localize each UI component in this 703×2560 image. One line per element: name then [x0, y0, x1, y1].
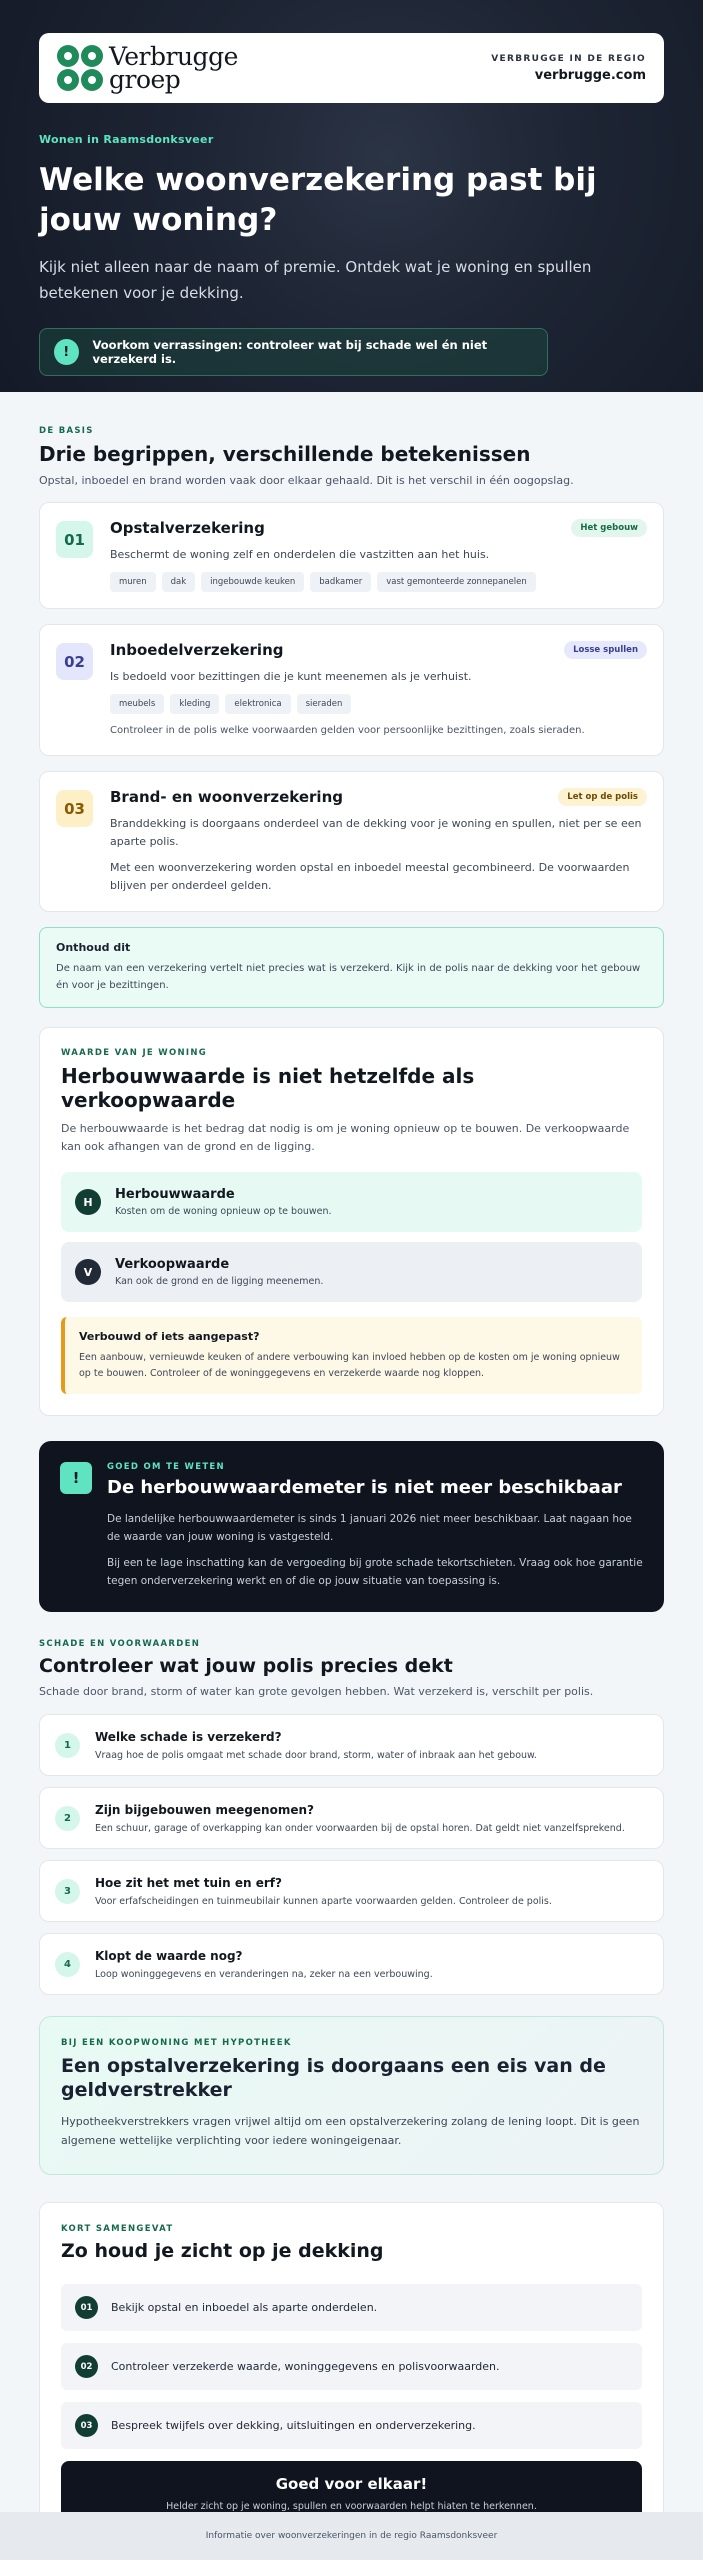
region-block: [491, 54, 646, 83]
value-title: Herbouwwaarde: [115, 1187, 235, 1202]
value-letter-icon: H: [75, 1189, 101, 1215]
footer-text: Informatie over woonverzekeringen in de regio Raamsdonksveer: [205, 2531, 498, 2541]
tag: muren: [110, 572, 156, 592]
term-title: Inboedelverzekering: [110, 641, 284, 659]
section-title: Herbouwwaarde is niet hetzelfde als verkoopwaarde: [61, 1064, 475, 1112]
term-number: 03: [56, 790, 93, 827]
value-desc: Kan ook de grond en de ligging meenemen.: [115, 1276, 324, 1287]
check-title: Welke schade is verzekerd?: [95, 1729, 282, 1744]
term-badge: Losse spullen: [564, 641, 647, 659]
tag: dak: [162, 572, 196, 592]
hero-section: [0, 0, 703, 392]
check-item: [39, 1714, 664, 1776]
summary-item: [61, 2402, 642, 2449]
summary-number: 02: [75, 2355, 98, 2378]
mortgage-panel: [39, 2016, 664, 2175]
hero-lead: Kijk niet alleen naar de naam of premie. Ontdek wat je woning en spullen betekenen voor je dekking.: [39, 258, 592, 302]
brand-logo[interactable]: [57, 42, 238, 94]
logo-name: Verbrugge: [109, 42, 238, 71]
check-title: Hoe zit het met tuin en erf?: [95, 1875, 282, 1890]
value-letter-icon: V: [75, 1259, 101, 1285]
summary-text: Bekijk opstal en inboedel als aparte onderdelen.: [111, 2301, 378, 2314]
basis-section: [0, 392, 703, 1612]
check-desc: Voor erfafscheidingen en tuinmeubilair kunnen aparte voorwaarden gelden. Controleer de polis.: [95, 1895, 552, 1907]
site-url-link[interactable]: verbrugge.com: [534, 67, 646, 83]
section-subtitle: Opstal, inboedel en brand worden vaak door elkaar gehaald. Dit is het verschil in één oogopslag.: [39, 474, 574, 487]
term-title: Brand- en woonverzekering: [110, 788, 343, 806]
panel-title: Een opstalverzekering is doorgaans een eis van de geldverstrekker: [61, 2055, 606, 2101]
hero-alert-text: Voorkom verrassingen: controleer wat bij schade wel én niet verzekerd is.: [92, 338, 488, 366]
term-description: Branddekking is doorgaans onderdeel van de dekking voor je woning en spullen, niet per se een aparte polis.: [110, 817, 642, 848]
section-subtitle: Schade door brand, storm of water kan grote gevolgen hebben. Wat verzekerd is, verschilt per polis.: [39, 1685, 594, 1698]
tag: badkamer: [310, 572, 371, 592]
panel-eyebrow: BIJ EEN KOOPWONING MET HYPOTHEEK: [61, 2038, 292, 2048]
term-title: Opstalverzekering: [110, 519, 265, 537]
summary-number: 03: [75, 2414, 98, 2437]
section-title: Drie begrippen, verschillende betekenissen: [39, 442, 531, 466]
tag: meubels: [110, 694, 164, 714]
good-to-know-panel: [39, 1441, 664, 1612]
check-number: 3: [55, 1879, 80, 1904]
page-footer: [0, 2512, 703, 2560]
panel-title: De herbouwwaardemeter is niet meer beschikbaar: [107, 1477, 622, 1498]
alert-icon: !: [54, 339, 79, 365]
term-tags: [110, 694, 647, 714]
check-number: 2: [55, 1806, 80, 1831]
verkoopwaarde-box: [61, 1242, 642, 1302]
hero-eyebrow: Wonen in Raamsdonksveer: [39, 133, 214, 146]
term-badge: Het gebouw: [571, 519, 647, 537]
panel-paragraph: Bij een te lage inschatting kan de vergoeding bij grote schade tekortschieten. Vraag ook hoe garantie tegen onderverzekering werkt en of die op jouw situatie van toepassing is.: [107, 1557, 643, 1587]
panel-paragraph: De landelijke herbouwwaardemeter is sinds 1 januari 2026 niet meer beschikbaar. Laat nagaan hoe de waarde van jouw woning is vastgesteld.: [107, 1513, 632, 1543]
value-title: Verkoopwaarde: [115, 1257, 230, 1272]
info-icon: !: [60, 1462, 92, 1494]
term-card-inboedel: [39, 624, 664, 756]
term-card-brand: [39, 771, 664, 912]
section-subtitle: De herbouwwaarde is het bedrag dat nodig is om je woning opnieuw op te bouwen. De verkoopwaarde kan ook afhangen van de grond en de ligging.: [61, 1122, 630, 1153]
term-note: Met een woonverzekering worden opstal en inboedel meestal gecombineerd. De voorwaarden blijven per onderdeel gelden.: [110, 861, 630, 892]
check-title: Zijn bijgebouwen meegenomen?: [95, 1802, 314, 1817]
check-item: [39, 1933, 664, 1995]
section-eyebrow: SCHADE EN VOORWAARDEN: [39, 1639, 201, 1649]
value-desc: Kosten om de woning opnieuw op te bouwen.: [115, 1206, 332, 1217]
check-desc: Een schuur, garage of overkapping kan onder voorwaarden bij de opstal horen. Dat geldt niet vanzelfsprekend.: [95, 1822, 625, 1834]
tag: vast gemonteerde zonnepanelen: [377, 572, 536, 592]
section-title: Controleer wat jouw polis precies dekt: [39, 1655, 453, 1677]
summary-card: [39, 2202, 664, 2548]
panel-text: Hypotheekverstrekkers vragen vrijwel altijd om een opstalverzekering zolang de lening loopt. Dit is geen algemene wettelijke verplichting voor iedere woningeigenaar.: [61, 2115, 640, 2147]
summary-list: [61, 2284, 642, 2449]
hero-alert: [39, 328, 548, 376]
logo-mark-icon: [57, 45, 103, 91]
check-item: [39, 1787, 664, 1849]
callout-title: Onthoud dit: [56, 941, 131, 954]
banner-text: Helder zicht op je woning, spullen en voorwaarden helpt hiaten te herkennen.: [166, 2500, 537, 2512]
tag: sieraden: [297, 694, 352, 714]
region-label: VERBRUGGE IN DE REGIO: [491, 53, 646, 64]
section-eyebrow: DE BASIS: [39, 426, 94, 436]
value-card: [39, 1027, 664, 1416]
section-eyebrow: KORT SAMENGEVAT: [61, 2224, 174, 2234]
term-description: Beschermt de woning zelf en onderdelen die vastzitten aan het huis.: [110, 548, 490, 561]
term-number: 01: [56, 521, 93, 558]
check-list: [39, 1714, 664, 1995]
check-number: 4: [55, 1952, 80, 1977]
check-number: 1: [55, 1733, 80, 1758]
panel-eyebrow: GOED OM TE WETEN: [107, 1462, 225, 1472]
check-desc: Vraag hoe de polis omgaat met schade door brand, storm, water of inbraak aan het gebouw.: [95, 1749, 537, 1761]
warning-text: Een aanbouw, vernieuwde keuken of andere verbouwing kan invloed hebben op de kosten om je woning opnieuw op te bouwen. Controleer of de woninggegevens en verzekerde waarde nog kloppen.: [79, 1352, 620, 1379]
remember-callout: [39, 927, 664, 1008]
term-tags: [110, 572, 647, 592]
page-title: Welke woonverzekering past bij jouw woning?: [39, 162, 597, 238]
summary-text: Bespreek twijfels over dekking, uitsluitingen en onderverzekering.: [111, 2419, 476, 2432]
logo-subname: groep: [109, 65, 181, 94]
summary-item: [61, 2284, 642, 2331]
damage-section: [0, 1612, 703, 2548]
section-title: Zo houd je zicht op je dekking: [61, 2240, 384, 2262]
warning-title: Verbouwd of iets aangepast?: [79, 1330, 260, 1343]
callout-text: De naam van een verzekering vertelt niet precies wat is verzekerd. Kijk in de polis naar de dekking voor het gebouw én voor je bezittingen.: [56, 963, 641, 991]
renovation-warning: [61, 1317, 642, 1394]
banner-title: Goed voor elkaar!: [275, 2474, 428, 2493]
summary-item: [61, 2343, 642, 2390]
check-desc: Loop woninggegevens en veranderingen na, zeker na een verbouwing.: [95, 1968, 433, 1980]
term-number: 02: [56, 643, 93, 680]
term-badge: Let op de polis: [558, 788, 647, 806]
herbouwwaarde-box: [61, 1172, 642, 1232]
site-header: [39, 33, 664, 103]
section-eyebrow: WAARDE VAN JE WONING: [61, 1048, 208, 1058]
tag: kleding: [170, 694, 219, 714]
check-item: [39, 1860, 664, 1922]
tag: elektronica: [225, 694, 290, 714]
summary-text: Controleer verzekerde waarde, woninggegevens en polisvoorwaarden.: [111, 2360, 500, 2373]
summary-number: 01: [75, 2296, 98, 2319]
term-card-opstal: [39, 502, 664, 609]
term-description: Is bedoeld voor bezittingen die je kunt meenemen als je verhuist.: [110, 670, 472, 683]
check-title: Klopt de waarde nog?: [95, 1948, 243, 1963]
term-note: Controleer in de polis welke voorwaarden gelden voor persoonlijke bezittingen, zoals sieraden.: [110, 725, 585, 736]
tag: ingebouwde keuken: [201, 572, 304, 592]
